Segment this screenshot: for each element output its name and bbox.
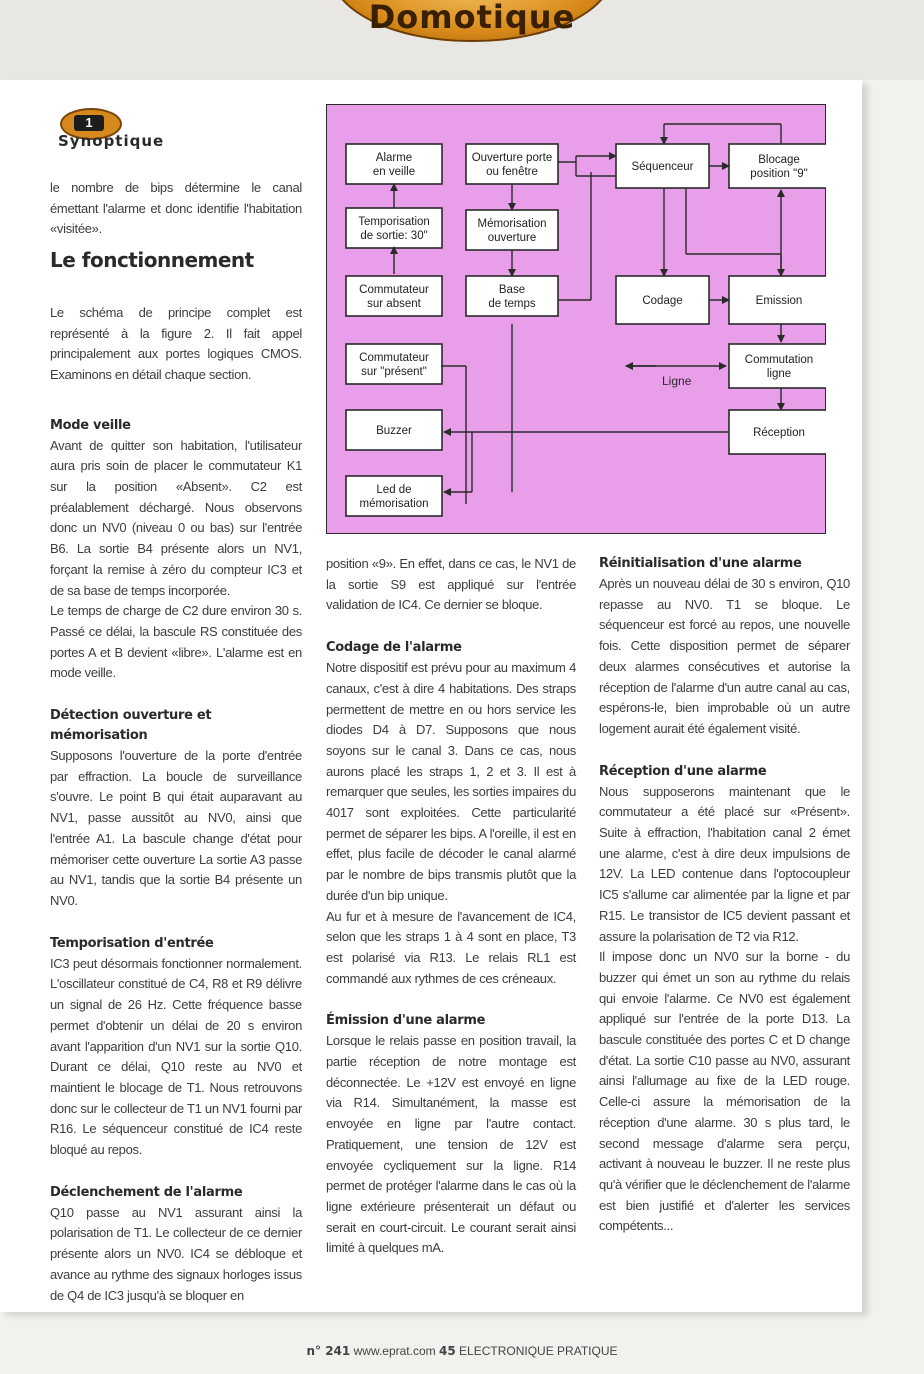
synoptic-diagram [326,104,826,534]
block-blocage [729,144,826,188]
block-label: Temporisation [358,216,430,228]
block-label: Led de [376,484,412,496]
page-header-title: Domotique [368,0,576,36]
block-label: Mémorisation [477,218,547,230]
page-number: 45 [438,1344,456,1358]
block-commutateur-present [346,344,442,384]
section-title: Synoptique [58,132,165,150]
block-label: ou fenêtre [486,166,538,178]
block-ouverture-porte [466,144,558,184]
block-label: ligne [766,368,792,380]
block-buzzer [346,410,442,450]
block-base-temps [466,276,558,316]
page-footer [0,1344,924,1358]
intro-paragraph: le nombre de bips détermine le canal émettant l'alarme et donc identifie l'habitation «visitée». [50,180,302,237]
subheading-declenchement: Déclenchement de l'alarme [50,1184,243,1200]
block-label: de sortie: 30" [360,230,428,242]
block-label: en veille [372,166,416,178]
text-column-3 [599,554,850,1237]
block-emission [729,276,826,324]
block-label: sur absent [367,298,421,310]
magazine-name: ELECTRONIQUE PRATIQUE [459,1344,618,1358]
paragraph: Supposons l'ouverture de la porte d'entrée par effraction. La boucle de surveillance s'ouvre. Le point B qui était auparavant au NV1, passe aussitôt au NV0, ainsi que l'entrée A1. La bascule change d'état pour mémoriser cette ouverture La sortie A3 passe au NV1, tandis que la sortie B4 présente un NV0. [50,748,302,908]
subheading-codage: Codage de l'alarme [326,640,462,656]
paragraph: position «9». En effet, dans ce cas, le NV1 de la sortie S9 est appliqué sur l'entrée validation de IC4. Ce dernier se bloque. [326,556,576,613]
subheading-emission: Émission d'une alarme [326,1013,486,1029]
block-label: de temps [488,298,536,310]
block-temporisation [346,208,442,248]
block-codage [616,276,709,324]
block-label: Commutateur [359,352,429,364]
block-label: Buzzer [376,425,412,437]
paragraph: Au fur et à mesure de l'avancement de IC4, selon que les straps 1 à 4 sont en place, T3 est polarisé via R13. Le relais RL1 est commandé aux rythmes de ces créneaux. [326,908,576,986]
block-label: Commutation [744,354,814,366]
block-label: Ouverture porte [471,152,553,164]
block-alarme-veille [346,144,442,184]
main-heading: Le fonctionnement [50,248,254,273]
block-label: sur "présent" [361,366,427,378]
subheading-reception: Réception d'une alarme [599,763,767,779]
block-label: Séquenceur [631,161,694,173]
section-number: 1 [74,115,104,131]
block-label: mémorisation [359,498,429,510]
block-label: Réception [753,427,805,439]
block-label: Blocage [758,154,800,166]
text-column-1 [50,178,302,1306]
block-label: Codage [642,295,683,307]
block-commutation-ligne [729,344,826,388]
issue-number: n° 241 [306,1344,351,1358]
subheading-detection: Détection ouverture et mémorisation [50,708,212,744]
paragraph: Le schéma de principe complet est représenté à la figure 2. Il fait appel principalement aux portes logiques CMOS. Examinons en détail chaque section. [50,304,302,382]
block-reception [729,410,826,454]
block-sequenceur [616,144,709,188]
ligne-label: Ligne [662,374,692,388]
block-label: Commutateur [359,284,429,296]
paragraph: Il impose donc un NV0 sur la borne - du buzzer qui émet un son au rythme du relais qui envoie l'alarme. Ce NV0 est également appliqué sur l'entrée de la porte D13. La bascule constituée des portes C et D change d'état. La sortie C10 passe au NV0, assurant ainsi l'allumage au fixe de la LED rouge. Celle-ci assure la mémorisation de la réception d'une alarme. 30 s plus tard, le second message d'alarme sera perçu, activant à nouveau le buzzer. Il ne reste plus qu'à vérifier que le déclenchement de l'alarme est bien justifié et d'alerter les services compétents... [599,949,850,1234]
block-label: position "9" [750,168,808,180]
subheading-reinitialisation: Réinitialisation d'une alarme [599,556,802,571]
paragraph: Nous supposerons maintenant que le commutateur a été placé sur «Présent». Suite à effraction, l'habitation canal 2 émet une alarme, c'est à dire deux impulsions de 12V. La LED contenue dans l'optocoupleur IC5 s'allume car alimentée par la ligne et par R15. Le transistor de IC5 devient passant et assure la polarisation de T2 via R12. [599,783,850,944]
subheading-veille: Mode veille [50,417,131,433]
block-label: ouverture [487,232,537,244]
paragraph: Lorsque le relais passe en position travail, la partie réception de notre montage est déconnectée. Le +12V est envoyé en ligne via R14. Simultanément, la masse est envoyée en ligne par l'autre contact. Pratiquement, une tension de 12V est envoyée cycliquement sur la ligne. R14 permet de protéger l'alarme dans le cas où la ligne extérieure présenterait un défaut ou serait en court-circuit. Le courant serait ainsi limité à quelques mA. [326,1033,576,1256]
header-badge [330,0,614,42]
paragraph: Q10 passe au NV1 assurant ainsi la polarisation de T1. Le collecteur de ce dernier présente alors un NV0. IC4 se débloque et avance au rythme des signaux horloges issus de Q4 de IC3 jusqu'à se bloquer en [50,1204,302,1303]
block-label: Emission [755,295,803,307]
block-led-memorisation [346,476,442,516]
block-label: Base [498,284,526,296]
paragraph: IC3 peut désormais fonctionner normalement. L'oscillateur constitué de C4, R8 et R9 délivre un signal de 26 Hz. Cette fréquence basse permet d'obtenir un délai de 20 s environ avant l'apparition d'un NV1 sur la sortie Q10. Durant ce délai, Q10 reste au NV0 et maintient le blocage de T1. Nous retrouvons donc sur le collecteur de T1 un NV1 fourni par R16. Le séquenceur constitué de IC4 reste bloqué au repos. [50,955,302,1158]
block-memorisation-ouverture [466,210,558,250]
block-label: Alarme [375,152,413,164]
subheading-temporisation: Temporisation d'entrée [50,935,214,951]
text-column-2 [326,554,576,1259]
paragraph: Avant de quitter son habitation, l'utilisateur aura pris soin de placer le commutateur K1 sur la position «Absent». C2 est préalablement déchargé. Nous observons donc un NV0 (niveau 0 ou bas) sur l'entrée B6. La sortie B4 présente alors un NV1, forçant la remise à zéro du compteur IC3 et de sa base de temps incorporée. [50,437,302,598]
paragraph: Notre dispositif est prévu pour au maximum 4 canaux, c'est à dire 4 habitations. Des straps permettent de mettre en ou hors service les diodes D4 à D7. Supposons que nous soyons sur le canal 3. Dans ce cas, nous aurons placé les straps 1, 2 et 3. Il est à remarquer que seules, les sorties impaires du 4017 sont exploitées. Cette particularité permet de séparer les bips. A l'oreille, il est en effet, plus facile de décoder le canal alarmé par le nombre de bips transmis plutôt que la durée d'un bip unique. [326,660,576,903]
paragraph: Après un nouveau délai de 30 s environ, Q10 repasse au NV0. T1 se bloque. Le séquenceur est forcé au repos, une nouvelle fois. Cette disposition permet de séparer deux alarmes consécutives et autorise la réception de l'alarme d'un autre canal au cas, espérons-le, bien improbable où un autre logement aurait été également visité. [599,576,850,736]
block-commutateur-absent [346,276,442,316]
paragraph: Le temps de charge de C2 dure environ 30 s. Passé ce délai, la bascule RS constituée des portes A et B devient «libre». L'alarme est en mode veille. [50,603,302,681]
website: www.eprat.com [353,1344,436,1358]
